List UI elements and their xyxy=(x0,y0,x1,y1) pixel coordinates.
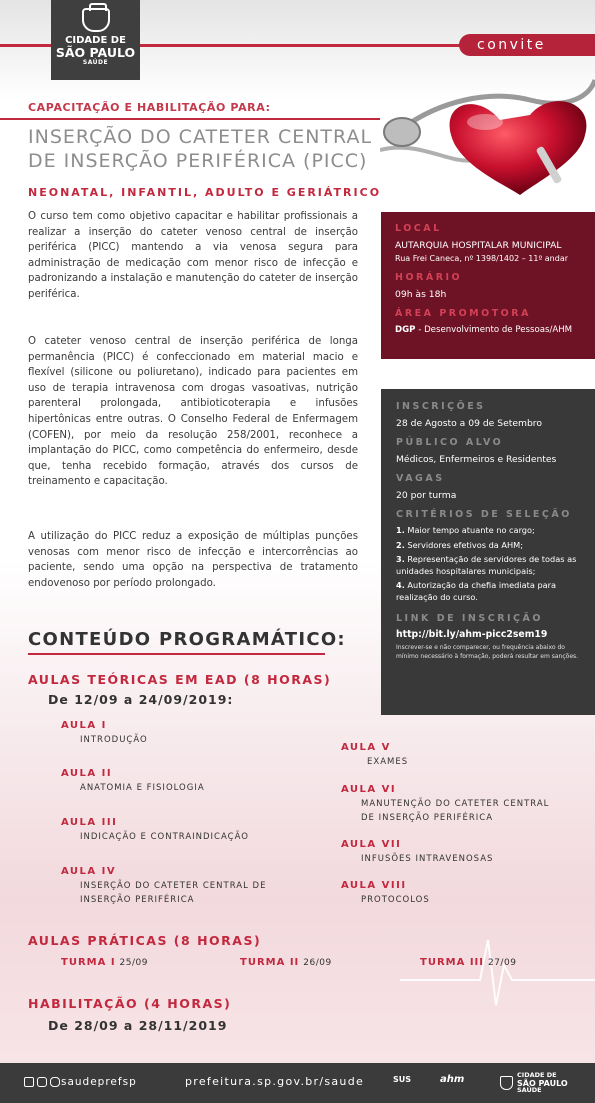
aula-4-topic xyxy=(80,880,266,907)
turma-1 xyxy=(61,957,148,968)
criterios-label: CRITÉRIOS DE SELEÇÃO xyxy=(396,509,572,520)
teoricas-dates: De 12/09 a 24/09/2019: xyxy=(48,692,234,707)
footer-logo-line2: SÃO PAULO xyxy=(517,1078,568,1088)
facebook-icon[interactable] xyxy=(24,1077,34,1087)
criterio-number: 4. xyxy=(396,580,405,590)
logo-line1: CIDADE DE xyxy=(65,35,126,46)
aula-4-topic-line2: INSERÇÃO PERIFÉRICA xyxy=(80,894,195,905)
footer-crest-icon xyxy=(500,1076,513,1090)
title-line2: DE INSERÇÃO PERIFÉRICA (PICC) xyxy=(28,150,368,172)
aula-3-label: AULA III xyxy=(61,817,118,828)
aula-6-topic-line2: DE INSERÇÃO PERIFÉRICA xyxy=(361,812,494,823)
local-value xyxy=(395,239,581,265)
criterio-number: 3. xyxy=(396,554,405,564)
convite-badge: convite xyxy=(459,34,595,56)
area-label: ÁREA PROMOTORA xyxy=(395,308,531,319)
programa-heading: CONTEÚDO PROGRAMÁTICO: xyxy=(28,629,346,650)
inscricoes-label: INSCRIÇÕES xyxy=(396,401,486,412)
local-label: LOCAL xyxy=(395,223,442,234)
vagas-value: 20 por turma xyxy=(396,490,457,501)
habilitacao-dates: De 28/09 a 28/11/2019 xyxy=(48,1018,228,1033)
ahm-logo: ahm xyxy=(440,1074,465,1085)
criterio-number: 2. xyxy=(396,539,405,550)
aula-7-label: AULA VII xyxy=(341,839,402,850)
horario-value: 09h às 18h xyxy=(395,289,447,300)
criterio-item xyxy=(396,525,580,537)
programa-underline xyxy=(28,653,325,655)
link-label: LINK DE INSCRIÇÃO xyxy=(396,613,543,624)
link-note: Inscrever-se e não comparecer, ou frequência abaixo do mínimo necessário à formação, poderá resultar em sanções. xyxy=(396,644,579,660)
paragraph-picc-benefits: A utilização do PICC reduz a exposição de múltiplas punções venosas com menor risco de infecção e intercorrências ao paciente, sendo uma opção na perspectiva de tratamento endovenoso por período prolongado. xyxy=(28,531,358,589)
criterio-text: Representação de servidores de todas as unidades hospitalares municipais; xyxy=(396,554,577,576)
audience-subtitle: NEONATAL, INFANTIL, ADULTO E GERIÁTRICO xyxy=(28,186,382,199)
kicker-text: CAPACITAÇÃO E HABILITAÇÃO PARA: xyxy=(28,101,271,114)
criterio-text: Servidores efetivos da AHM; xyxy=(404,539,523,550)
footer-logo-line3: SAÚDE xyxy=(517,1086,542,1094)
criterio-item xyxy=(396,554,580,577)
aula-5-label: AULA V xyxy=(341,742,391,753)
footer-bar xyxy=(0,1063,595,1103)
sus-logo: SUS xyxy=(393,1075,412,1084)
heart-stethoscope-image xyxy=(380,60,595,200)
area-bold: DGP xyxy=(395,325,416,335)
teoricas-heading: AULAS TEÓRICAS EM EAD (8 HORAS) xyxy=(28,672,332,687)
turma-3-label: TURMA III xyxy=(420,957,484,968)
publico-label: PÚBLICO ALVO xyxy=(396,437,504,448)
turma-3-date: 27/09 xyxy=(487,958,517,968)
footer-prefeitura-logo xyxy=(500,1072,568,1095)
logo-line2: SÃO PAULO xyxy=(55,45,136,60)
turma-2-label: TURMA II xyxy=(240,957,300,968)
info-box-location xyxy=(381,212,595,359)
aula-6-topic-line1: MANUTENÇÃO DO CATETER CENTRAL xyxy=(361,799,550,809)
local-name: AUTARQUIA HOSPITALAR MUNICIPAL xyxy=(395,240,562,251)
turma-2-date: 26/09 xyxy=(303,958,332,968)
instagram-icon[interactable] xyxy=(37,1077,47,1087)
aula-5-topic: EXAMES xyxy=(367,757,409,767)
prefeitura-logo xyxy=(51,0,140,80)
vagas-label: VAGAS xyxy=(396,473,445,484)
youtube-icon[interactable] xyxy=(50,1077,60,1087)
criterio-text: Autorização da chefia imediata para realização do curso. xyxy=(396,580,557,602)
aula-3-topic: INDICAÇÃO E CONTRAINDICAÇÃO xyxy=(80,832,249,842)
habilitacao-heading: HABILITAÇÃO (4 HORAS) xyxy=(28,996,232,1011)
turma-1-label: TURMA I xyxy=(61,957,116,968)
footer-url[interactable]: prefeitura.sp.gov.br/saude xyxy=(185,1075,365,1088)
aula-7-topic: INFUSÕES INTRAVENOSAS xyxy=(361,854,494,864)
aula-8-topic: PROTOCOLOS xyxy=(361,895,430,905)
criterio-text: Maior tempo atuante no cargo; xyxy=(404,525,535,535)
horario-label: HORÁRIO xyxy=(395,272,463,283)
praticas-heading: AULAS PRÁTICAS (8 HORAS) xyxy=(28,933,262,948)
aula-2-label: AULA II xyxy=(61,768,113,779)
crest-icon xyxy=(82,8,110,32)
criterio-item xyxy=(396,540,580,552)
social-icons xyxy=(24,1077,60,1087)
aula-4-label: AULA IV xyxy=(61,866,117,877)
footer-logo-line1: CIDADE DE xyxy=(517,1071,557,1079)
area-value xyxy=(395,324,581,337)
paragraph-objective: O curso tem como objetivo capacitar e habilitar profissionais a realizar a inserção do cateter venoso central de inserção periférica (PICC) mantendo a via venosa segura para administração de medicação com menor risco de infecção e padronizando a instalação e manutenção do cateter de inserção periférica. xyxy=(28,211,358,300)
aula-4-topic-line1: INSERÇÃO DO CATETER CENTRAL DE xyxy=(80,881,267,891)
area-rest: - Desenvolvimento de Pessoas/AHM xyxy=(415,325,573,335)
info-box-registration xyxy=(381,389,595,715)
inscricoes-value: 28 de Agosto a 09 de Setembro xyxy=(396,418,542,429)
title-divider xyxy=(0,118,380,120)
aula-1-topic: INTRODUÇÃO xyxy=(80,735,148,745)
turma-2 xyxy=(240,957,332,968)
title-line1: INSERÇÃO DO CATETER CENTRAL xyxy=(28,126,373,148)
local-address: Rua Frei Caneca, nº 1398/1402 – 11º andar xyxy=(395,254,569,263)
logo-line3: SAÚDE xyxy=(82,59,109,66)
criterio-number: 1. xyxy=(396,525,405,535)
aula-6-label: AULA VI xyxy=(341,784,397,795)
aula-6-topic xyxy=(361,798,549,825)
paragraph-picc-description: O cateter venoso central de inserção periférica de longa permanência (PICC) é confeccionado em material macio e flexível (silicone ou poliuretano), indicado para pacientes em uso de terapia intravenosa com drogas vasoativas, nutrição parenteral prolongada, antibioticoterapia e infusões hipertônicas entre outras. O Conselho Federal de Enfermagem (COFEN), por meio da resolução 258/2001, reconhece a implantação do PICC, como competência do enfermeiro, desde que, tenha recebido formação, através dos cursos de treinamento e capacitação. xyxy=(28,336,358,488)
social-handle[interactable]: saudeprefsp xyxy=(61,1076,137,1088)
publico-value: Médicos, Enfermeiros e Residentes xyxy=(396,454,557,465)
page-title xyxy=(28,125,388,173)
aula-8-label: AULA VIII xyxy=(341,880,407,891)
turma-1-date: 25/09 xyxy=(119,958,148,968)
criterio-item xyxy=(396,580,580,603)
aula-2-topic: ANATOMIA E FISIOLOGIA xyxy=(80,783,205,793)
turma-3 xyxy=(420,957,516,968)
registration-link[interactable]: http://bit.ly/ahm-picc2sem19 xyxy=(396,629,548,640)
aula-1-label: AULA I xyxy=(61,720,107,731)
